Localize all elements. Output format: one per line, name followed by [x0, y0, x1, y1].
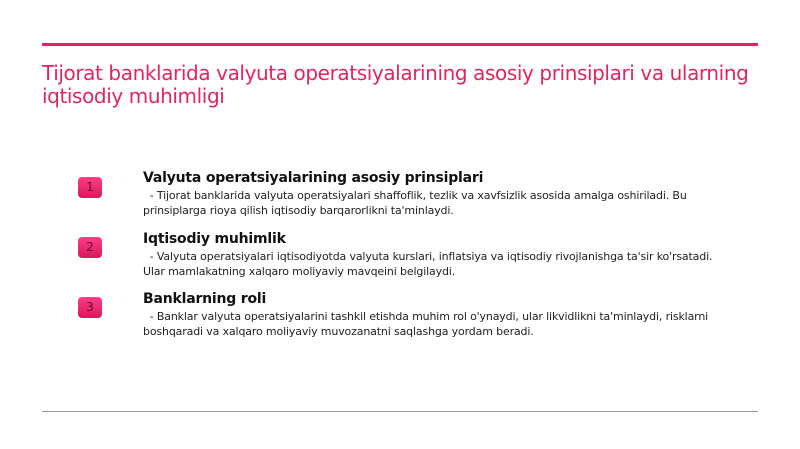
item-description: - Valyuta operatsiyalari iqtisodiyotda valyuta kurslari, inflatsiya va iqtisodiy rivojlanishga ta'sir ko'rsatadi. Ular mamlakatning xalqaro moliyaviy mavqeini belgilaydi. [143, 250, 716, 278]
top-divider [42, 43, 758, 46]
number-badge: 3 [78, 297, 102, 318]
bottom-divider [42, 411, 758, 412]
item-heading: Banklarning roli [143, 291, 267, 307]
number-badge: 2 [78, 237, 102, 258]
item-heading: Valyuta operatsiyalarining asosiy prinsiplari [143, 170, 484, 186]
number-badge: 1 [78, 177, 102, 198]
slide-title: Tijorat banklarida valyuta operatsiyalarining asosiy prinsiplari va ularning iqtisodiy muhimligi [42, 61, 749, 108]
item-description: - Banklar valyuta operatsiyalarini tashkil etishda muhim rol o'ynaydi, ular likvidlikni ta'minlaydi, risklarni boshqaradi va xalqaro moliyaviy muvozanatni saqlashga yordam beradi. [143, 310, 712, 338]
item-heading: Iqtisodiy muhimlik [143, 231, 286, 247]
item-description: - Tijorat banklarida valyuta operatsiyalari shaffoflik, tezlik va xavfsizlik asosida amalga oshiriladi. Bu prinsiplarga rioya qilish iqtisodiy barqarorlikni ta'minlaydi. [143, 189, 691, 217]
